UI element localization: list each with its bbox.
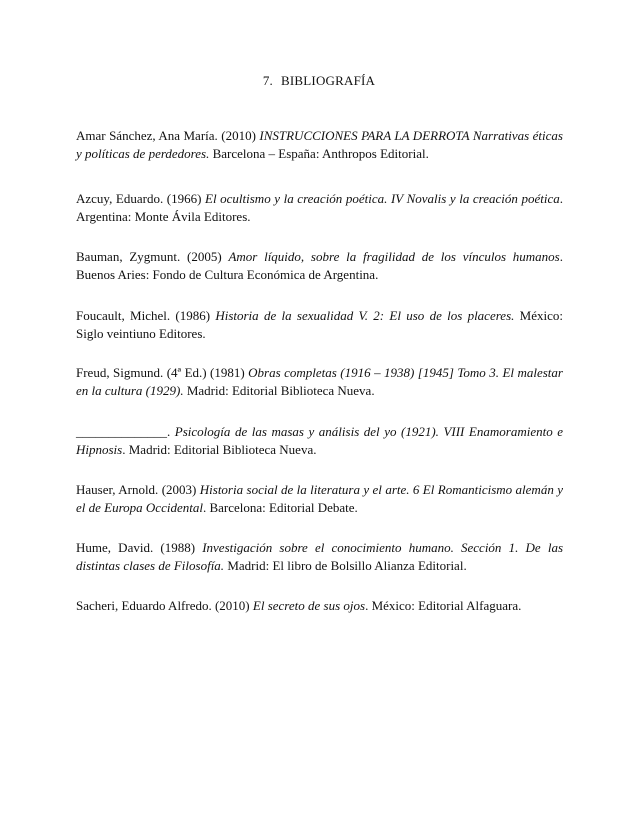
entry-title: INSTRUCCIONES PARA LA DERROTA Narrativas éticas y políticas de perdedores. xyxy=(76,128,563,161)
entry-author-date: Hauser, Arnold. (2003) xyxy=(76,482,200,497)
entry-author-date: Azcuy, Eduardo. (1966) xyxy=(76,191,206,206)
entry-publisher: . Argentina: Monte Ávila Editores. xyxy=(76,191,563,224)
entry-author-date: Sacheri, Eduardo Alfredo. (2010) xyxy=(76,598,253,613)
entry-publisher: . Madrid: Editorial Biblioteca Nueva. xyxy=(122,442,317,457)
bibliography-entry xyxy=(76,127,563,163)
entry-author-date: Foucault, Michel. (1986) xyxy=(76,308,216,323)
bibliography-entry xyxy=(76,364,563,400)
bibliography-entry xyxy=(76,597,563,615)
bibliography-entry xyxy=(76,248,563,284)
entry-title: El ocultismo y la creación poética. IV Novalis y la creación poética xyxy=(205,191,560,206)
entry-title: Psicología de las masas y análisis del yo (1921). VIII Enamoramiento e Hipnosis xyxy=(76,424,564,457)
entry-publisher: México: Siglo veintiuno Editores. xyxy=(76,308,563,341)
entry-title: Obras completas (1916 – 1938) [1945] Tomo 3. El malestar en la cultura (1929). xyxy=(76,365,563,398)
bibliography-entry xyxy=(76,539,563,575)
entry-author-date: Freud, Sigmund. (4ª Ed.) (1981) xyxy=(76,365,249,380)
bibliography-entry xyxy=(76,307,563,343)
bibliography-list xyxy=(76,0,563,826)
entry-author-date: Amar Sánchez, Ana María. (2010) xyxy=(76,128,260,143)
bibliography-entry xyxy=(76,423,563,459)
bibliography-entry xyxy=(76,481,563,517)
entry-author-date: ______________. xyxy=(76,424,175,439)
entry-publisher: Madrid: Editorial Biblioteca Nueva. xyxy=(183,383,375,398)
entry-publisher: . México: Editorial Alfaguara. xyxy=(365,598,522,613)
section-number: 7. xyxy=(262,73,274,88)
entry-author-date: Bauman, Zygmunt. (2005) xyxy=(76,249,229,264)
entry-publisher: . Barcelona: Editorial Debate. xyxy=(202,500,358,515)
entry-publisher: Barcelona – España: Anthropos Editorial. xyxy=(209,146,429,161)
section-title: BIBLIOGRAFÍA xyxy=(281,73,376,88)
entry-title: El secreto de sus ojos xyxy=(252,598,366,613)
entry-title: Historia de la sexualidad V. 2: El uso de los placeres. xyxy=(215,308,515,323)
bibliography-entry xyxy=(76,190,563,226)
entry-title: Historia social de la literatura y el arte. 6 El Romanticismo alemán y el de Europa Occidental xyxy=(76,482,563,515)
entry-title: Amor líquido, sobre la fragilidad de los vínculos humanos xyxy=(228,249,560,264)
entry-author-date: Hume, David. (1988) xyxy=(76,540,203,555)
entry-publisher: . Buenos Aries: Fondo de Cultura Económica de Argentina. xyxy=(76,249,563,282)
entry-publisher: Madrid: El libro de Bolsillo Alianza Editorial. xyxy=(224,558,467,573)
entry-title: Investigación sobre el conocimiento humano. Sección 1. De las distintas clases de Filosofía. xyxy=(76,540,564,573)
